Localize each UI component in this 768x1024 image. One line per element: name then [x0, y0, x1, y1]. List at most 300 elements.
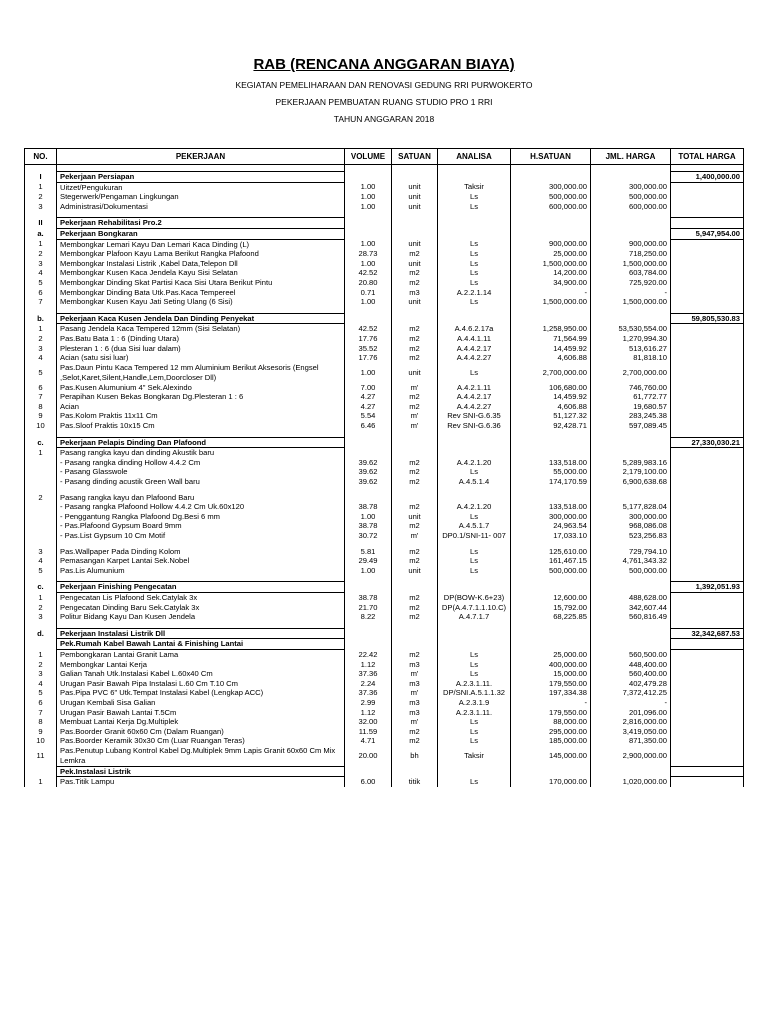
cell-h-satuan	[511, 437, 591, 448]
cell-analisa: Ls	[438, 566, 511, 576]
cell-satuan	[392, 493, 438, 503]
cell-total-harga	[671, 766, 744, 777]
cell-jml-harga: 283,245.38	[591, 411, 671, 421]
cell-total-harga	[671, 448, 744, 458]
cell-total-harga	[671, 383, 744, 393]
cell-jml-harga: 300,000.00	[591, 512, 671, 522]
cell-pekerjaan: Uitzet/Pengukuran	[57, 182, 345, 192]
cell-analisa: Ls	[438, 727, 511, 737]
cell-h-satuan: 500,000.00	[511, 566, 591, 576]
cell-satuan	[392, 228, 438, 239]
cell-volume: 11.59	[345, 727, 392, 737]
cell-jml-harga: 746,760.00	[591, 383, 671, 393]
cell-pekerjaan: Pekerjaan Finishing Pengecatan	[57, 582, 345, 593]
cell-jml-harga	[591, 493, 671, 503]
cell-satuan	[392, 218, 438, 229]
cell-volume	[345, 437, 392, 448]
cell-no: 1	[25, 649, 57, 659]
cell-total-harga	[671, 288, 744, 298]
cell-jml-harga: 523,256.83	[591, 531, 671, 541]
cell-h-satuan	[511, 448, 591, 458]
cell-satuan: unit	[392, 182, 438, 192]
cell-analisa	[438, 639, 511, 650]
cell-no: 4	[25, 268, 57, 278]
cell-h-satuan: 15,792.00	[511, 603, 591, 613]
cell-total-harga	[671, 521, 744, 531]
cell-no: 2	[25, 660, 57, 670]
cell-no: 3	[25, 344, 57, 354]
cell-satuan	[392, 313, 438, 324]
cell-volume: 4.71	[345, 736, 392, 746]
subtitle-project: PEKERJAAN PEMBUATAN RUANG STUDIO PRO 1 RRI	[275, 97, 493, 107]
cell-analisa: A.4.2.1.11	[438, 383, 511, 393]
cell-satuan: m2	[392, 547, 438, 557]
cell-volume: 4.27	[345, 392, 392, 402]
cell-h-satuan: 15,000.00	[511, 669, 591, 679]
cell-total-harga	[671, 249, 744, 259]
cell-satuan: bh	[392, 746, 438, 767]
cell-satuan: m2	[392, 249, 438, 259]
cell-h-satuan: 1,500,000.00	[511, 297, 591, 307]
cell-h-satuan: 17,033.10	[511, 531, 591, 541]
cell-satuan: m'	[392, 421, 438, 431]
cell-pekerjaan: Pekerjaan Bongkaran	[57, 228, 345, 239]
cell-satuan: m2	[392, 278, 438, 288]
cell-h-satuan	[511, 766, 591, 777]
cell-jml-harga: 19,680.57	[591, 402, 671, 412]
cell-total-harga	[671, 777, 744, 787]
cell-volume	[345, 493, 392, 503]
cell-volume: 1.00	[345, 182, 392, 192]
cell-total-harga	[671, 392, 744, 402]
cell-pekerjaan: Membongkar Instalasi Listrik ,Kabel Data,Telepon Dll	[57, 259, 345, 269]
section-row	[25, 639, 744, 650]
cell-volume	[345, 582, 392, 593]
cell-h-satuan: 1,500,000.00	[511, 259, 591, 269]
cell-h-satuan: 34,900.00	[511, 278, 591, 288]
cell-analisa: A.4.7.1.7	[438, 612, 511, 622]
cell-analisa: A.2.2.1.14	[438, 288, 511, 298]
cell-total-harga	[671, 566, 744, 576]
table-row	[25, 344, 744, 354]
cell-pekerjaan: - Pas.List Gypsum 10 Cm Motif	[57, 531, 345, 541]
col-header-volume: VOLUME	[345, 149, 392, 165]
cell-pekerjaan: Stegerwerk/Pengaman Lingkungan	[57, 192, 345, 202]
cell-pekerjaan: - Pasang rangka Plafoond Hollow 4.4.2 Cm Uk.60x120	[57, 502, 345, 512]
cell-h-satuan: 1,258,950.00	[511, 324, 591, 334]
cell-jml-harga	[591, 228, 671, 239]
cell-analisa: Ls	[438, 259, 511, 269]
cell-no	[25, 165, 57, 172]
cell-analisa	[438, 313, 511, 324]
cell-total-harga	[671, 192, 744, 202]
cell-pekerjaan: Pas.Batu Bata 1 : 6 (Dinding Utara)	[57, 334, 345, 344]
cell-pekerjaan: Membongkar Lantai Kerja	[57, 660, 345, 670]
cell-total-harga	[671, 202, 744, 212]
cell-satuan: m'	[392, 531, 438, 541]
cell-total-harga: 1,400,000.00	[671, 172, 744, 183]
cell-volume: 1.00	[345, 512, 392, 522]
cell-jml-harga: -	[591, 698, 671, 708]
cell-jml-harga	[591, 448, 671, 458]
cell-satuan: m2	[392, 467, 438, 477]
cell-analisa: DP0.1/SNI-11- 007	[438, 531, 511, 541]
cell-satuan: m'	[392, 411, 438, 421]
cell-volume: 17.76	[345, 353, 392, 363]
cell-analisa	[438, 448, 511, 458]
cell-satuan: unit	[392, 239, 438, 249]
cell-pekerjaan: Membongkar Kusen Kaca Jendela Kayu Sisi Selatan	[57, 268, 345, 278]
cell-total-harga	[671, 603, 744, 613]
cell-pekerjaan: Pas.Titik Lampu	[57, 777, 345, 787]
cell-satuan: m2	[392, 592, 438, 602]
cell-h-satuan: 170,000.00	[511, 777, 591, 787]
cell-satuan	[392, 582, 438, 593]
section-row	[25, 172, 744, 183]
cell-total-harga: 59,805,530.83	[671, 313, 744, 324]
cell-satuan	[392, 448, 438, 458]
cell-satuan: m2	[392, 268, 438, 278]
cell-volume: 2.99	[345, 698, 392, 708]
cell-analisa	[438, 437, 511, 448]
cell-h-satuan: 24,963.54	[511, 521, 591, 531]
cell-satuan: m2	[392, 727, 438, 737]
col-header-total-harga: TOTAL HARGA	[671, 149, 744, 165]
cell-jml-harga: 600,000.00	[591, 202, 671, 212]
cell-no: b.	[25, 313, 57, 324]
table-row	[25, 660, 744, 670]
cell-h-satuan: 161,467.15	[511, 556, 591, 566]
cell-no	[25, 639, 57, 650]
table-row	[25, 603, 744, 613]
cell-satuan: m2	[392, 344, 438, 354]
cell-satuan: unit	[392, 512, 438, 522]
cell-jml-harga: 402,479.28	[591, 679, 671, 689]
cell-volume: 20.00	[345, 746, 392, 767]
cell-pekerjaan: - Pasang Glasswole	[57, 467, 345, 477]
table-row	[25, 421, 744, 431]
cell-total-harga	[671, 402, 744, 412]
cell-total-harga	[671, 698, 744, 708]
col-header-analisa: ANALISA	[438, 149, 511, 165]
cell-satuan: m2	[392, 603, 438, 613]
cell-no: 8	[25, 717, 57, 727]
cell-jml-harga: 560,816.49	[591, 612, 671, 622]
cell-analisa: A.4.4.2.17	[438, 392, 511, 402]
cell-h-satuan: 71,564.99	[511, 334, 591, 344]
cell-pekerjaan: Urugan Kembali Sisa Galian	[57, 698, 345, 708]
cell-analisa: A.2.3.1.11.	[438, 708, 511, 718]
cell-total-harga: 27,330,030.21	[671, 437, 744, 448]
cell-pekerjaan: Perapihan Kusen Bekas Bongkaran Dg.Plesteran 1 : 6	[57, 392, 345, 402]
cell-jml-harga: 61,772.77	[591, 392, 671, 402]
table-row	[25, 612, 744, 622]
cell-h-satuan	[511, 628, 591, 639]
cell-analisa: A.4.5.1.7	[438, 521, 511, 531]
cell-volume: 20.80	[345, 278, 392, 288]
cell-pekerjaan: Pas.Boorder Keramik 30x30 Cm (Luar Ruangan Teras)	[57, 736, 345, 746]
section-row	[25, 437, 744, 448]
cell-analisa	[438, 493, 511, 503]
cell-no	[25, 521, 57, 531]
cell-volume: 22.42	[345, 649, 392, 659]
cell-pekerjaan: Membongkar Lemari Kayu Dan Lemari Kaca Dinding (L)	[57, 239, 345, 249]
cell-total-harga	[671, 259, 744, 269]
cell-jml-harga: 729,794.10	[591, 547, 671, 557]
cell-satuan	[392, 639, 438, 650]
cell-satuan: unit	[392, 259, 438, 269]
cell-total-harga	[671, 727, 744, 737]
cell-volume	[345, 172, 392, 183]
cell-pekerjaan: Membuat Lantai Kerja Dg.Multiplek	[57, 717, 345, 727]
cell-volume: 5.54	[345, 411, 392, 421]
cell-total-harga	[671, 182, 744, 192]
cell-h-satuan: 197,334.38	[511, 688, 591, 698]
cell-jml-harga: 560,400.00	[591, 669, 671, 679]
cell-satuan	[392, 437, 438, 448]
cell-no: 10	[25, 421, 57, 431]
cell-jml-harga: 2,900,000.00	[591, 746, 671, 767]
cell-h-satuan: 14,459.92	[511, 392, 591, 402]
cell-h-satuan: 12,600.00	[511, 592, 591, 602]
cell-analisa: A.4.4.2.17	[438, 344, 511, 354]
cell-jml-harga: 1,500,000.00	[591, 259, 671, 269]
cell-h-satuan: -	[511, 288, 591, 298]
cell-pekerjaan: Pas.Lis Alumunium	[57, 566, 345, 576]
cell-volume	[345, 639, 392, 650]
cell-satuan: m3	[392, 660, 438, 670]
cell-total-harga	[671, 649, 744, 659]
cell-volume: 30.72	[345, 531, 392, 541]
cell-volume: 1.12	[345, 660, 392, 670]
cell-total-harga	[671, 547, 744, 557]
table-row	[25, 288, 744, 298]
cell-total-harga	[671, 531, 744, 541]
table-body	[25, 165, 744, 788]
cell-h-satuan: 68,225.85	[511, 612, 591, 622]
cell-jml-harga	[591, 639, 671, 650]
table-row	[25, 669, 744, 679]
cell-volume: 37.36	[345, 669, 392, 679]
cell-h-satuan: 25,000.00	[511, 249, 591, 259]
cell-total-harga	[671, 363, 744, 383]
table-row	[25, 477, 744, 487]
cell-pekerjaan: Pekerjaan Pelapis Dinding Dan Plafoond	[57, 437, 345, 448]
cell-jml-harga: 597,089.45	[591, 421, 671, 431]
cell-no: I	[25, 172, 57, 183]
cell-no: 5	[25, 278, 57, 288]
cell-jml-harga: 5,177,828.04	[591, 502, 671, 512]
cell-no: 1	[25, 448, 57, 458]
cell-no	[25, 477, 57, 487]
cell-satuan: m2	[392, 649, 438, 659]
cell-no: 4	[25, 556, 57, 566]
cell-total-harga	[671, 639, 744, 650]
cell-no: c.	[25, 437, 57, 448]
cell-no: 8	[25, 402, 57, 412]
cell-total-harga	[671, 708, 744, 718]
cell-h-satuan: 106,680.00	[511, 383, 591, 393]
cell-total-harga	[671, 512, 744, 522]
cell-jml-harga	[591, 172, 671, 183]
cell-volume	[345, 628, 392, 639]
table-row	[25, 502, 744, 512]
cell-analisa: Rev SNI-G.6.36	[438, 421, 511, 431]
cell-jml-harga: 4,761,343.32	[591, 556, 671, 566]
cell-pekerjaan: Pas.Sloof Praktis 10x15 Cm	[57, 421, 345, 431]
cell-jml-harga: 7,372,412.25	[591, 688, 671, 698]
cell-no	[25, 502, 57, 512]
table-row	[25, 259, 744, 269]
table-row	[25, 531, 744, 541]
cell-no: 6	[25, 288, 57, 298]
cell-jml-harga: 900,000.00	[591, 239, 671, 249]
cell-volume: 21.70	[345, 603, 392, 613]
cell-no: 7	[25, 392, 57, 402]
cell-volume: 6.46	[345, 421, 392, 431]
cell-total-harga: 1,392,051.93	[671, 582, 744, 593]
cell-jml-harga: 53,530,554.00	[591, 324, 671, 334]
cell-no: a.	[25, 228, 57, 239]
table-row	[25, 334, 744, 344]
cell-pekerjaan: Membongkar Dinding Skat Partisi Kaca Sisi Utara Berikut Pintu	[57, 278, 345, 288]
table-row	[25, 556, 744, 566]
cell-volume: 17.76	[345, 334, 392, 344]
cell-jml-harga	[591, 582, 671, 593]
cell-total-harga	[671, 239, 744, 249]
table-row	[25, 467, 744, 477]
cell-satuan: m2	[392, 353, 438, 363]
table-row	[25, 493, 744, 503]
cell-h-satuan: 4,606.88	[511, 353, 591, 363]
cell-h-satuan	[511, 165, 591, 172]
table-row	[25, 411, 744, 421]
cell-h-satuan: 88,000.00	[511, 717, 591, 727]
col-header-satuan: SATUAN	[392, 149, 438, 165]
cell-no: 2	[25, 334, 57, 344]
table-spacer-row	[25, 165, 744, 172]
cell-volume: 1.00	[345, 192, 392, 202]
cell-jml-harga: 5,289,983.16	[591, 458, 671, 468]
cell-h-satuan: 133,518.00	[511, 458, 591, 468]
cell-h-satuan: 2,700,000.00	[511, 363, 591, 383]
cell-jml-harga: 300,000.00	[591, 182, 671, 192]
cell-volume	[345, 313, 392, 324]
cell-analisa: Taksir	[438, 746, 511, 767]
cell-h-satuan	[511, 313, 591, 324]
cell-no: 2	[25, 249, 57, 259]
table-row	[25, 297, 744, 307]
table-row	[25, 448, 744, 458]
col-header-no: NO.	[25, 149, 57, 165]
cell-analisa: DP(A.4.7.1.1.10.C)	[438, 603, 511, 613]
cell-analisa: Ls	[438, 278, 511, 288]
cell-pekerjaan: Pek.Instalasi Listrik	[57, 766, 345, 777]
cell-no: 1	[25, 777, 57, 787]
cell-total-harga	[671, 218, 744, 229]
cell-analisa: Ls	[438, 202, 511, 212]
cell-volume: 6.00	[345, 777, 392, 787]
cell-analisa: Ls	[438, 669, 511, 679]
cell-satuan: m2	[392, 502, 438, 512]
cell-satuan: m2	[392, 402, 438, 412]
document-title: RAB (RENCANA ANGGARAN BIAYA)	[253, 56, 515, 73]
table-row	[25, 547, 744, 557]
table-row	[25, 458, 744, 468]
cell-pekerjaan: Membongkar Plafoon Kayu Lama Berikut Rangka Plafoond	[57, 249, 345, 259]
cell-pekerjaan: Pembongkaran Lantai Granit Lama	[57, 649, 345, 659]
table-row	[25, 521, 744, 531]
cell-no: 4	[25, 353, 57, 363]
cell-no: II	[25, 218, 57, 229]
cell-total-harga	[671, 592, 744, 602]
col-header-pekerjaan: PEKERJAAN	[57, 149, 345, 165]
cell-analisa: Rev SNI-G.6.35	[438, 411, 511, 421]
cell-analisa: Ls	[438, 660, 511, 670]
cell-h-satuan: 14,200.00	[511, 268, 591, 278]
cell-volume: 1.00	[345, 239, 392, 249]
cell-volume	[345, 766, 392, 777]
table-row	[25, 679, 744, 689]
cell-volume: 37.36	[345, 688, 392, 698]
table-row	[25, 592, 744, 602]
cell-total-harga	[671, 411, 744, 421]
cell-pekerjaan: Pas.Pipa PVC 6" Utk.Tempat Instalasi Kabel (Lengkap ACC)	[57, 688, 345, 698]
table-row	[25, 746, 744, 767]
cell-pekerjaan: Administrasi/Dokumentasi	[57, 202, 345, 212]
cell-analisa: Ls	[438, 547, 511, 557]
cell-h-satuan	[511, 639, 591, 650]
subtitle-activity: KEGIATAN PEMELIHARAAN DAN RENOVASI GEDUNG RRI PURWOKERTO	[235, 80, 533, 90]
cell-satuan: m'	[392, 669, 438, 679]
table-row	[25, 649, 744, 659]
cell-h-satuan: 300,000.00	[511, 182, 591, 192]
budget-table	[24, 148, 744, 787]
cell-volume: 38.78	[345, 521, 392, 531]
cell-h-satuan: 400,000.00	[511, 660, 591, 670]
table-row	[25, 736, 744, 746]
cell-volume: 0.71	[345, 288, 392, 298]
table-row	[25, 268, 744, 278]
cell-volume	[345, 448, 392, 458]
cell-jml-harga: 871,350.00	[591, 736, 671, 746]
cell-pekerjaan: Membongkar Dinding Bata Utk.Pas.Kaca Tempereel	[57, 288, 345, 298]
cell-satuan: unit	[392, 202, 438, 212]
cell-analisa: Ls	[438, 249, 511, 259]
cell-no: 1	[25, 592, 57, 602]
cell-h-satuan: 92,428.71	[511, 421, 591, 431]
cell-no: 1	[25, 182, 57, 192]
cell-h-satuan: 900,000.00	[511, 239, 591, 249]
table-row	[25, 278, 744, 288]
table-row	[25, 249, 744, 259]
cell-total-harga	[671, 493, 744, 503]
cell-h-satuan: 4,606.88	[511, 402, 591, 412]
cell-analisa	[438, 228, 511, 239]
cell-volume: 2.24	[345, 679, 392, 689]
cell-volume: 8.22	[345, 612, 392, 622]
cell-analisa: Taksir	[438, 182, 511, 192]
cell-satuan: m2	[392, 612, 438, 622]
section-row	[25, 228, 744, 239]
cell-jml-harga: 81,818.10	[591, 353, 671, 363]
cell-no	[25, 766, 57, 777]
cell-no	[25, 531, 57, 541]
cell-jml-harga: 3,419,050.00	[591, 727, 671, 737]
table-row	[25, 392, 744, 402]
cell-no: 5	[25, 363, 57, 383]
table-row	[25, 192, 744, 202]
